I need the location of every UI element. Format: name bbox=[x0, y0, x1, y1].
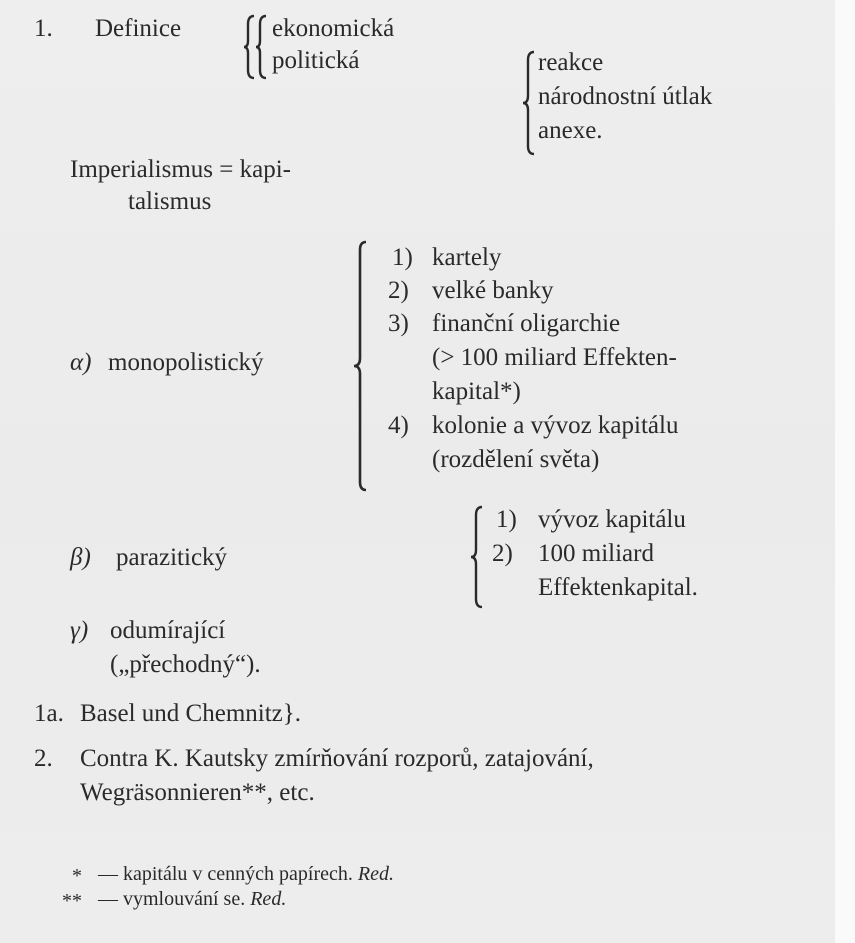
equation-line-2: talismus bbox=[128, 188, 212, 215]
alpha-item-oligarchy-detail-1: (> 100 miliard Effekten- bbox=[432, 344, 677, 371]
alpha-item-num-2: 2) bbox=[388, 277, 409, 304]
brace-beta-icon bbox=[470, 505, 484, 609]
beta-item-effektenkapital: Effektenkapital. bbox=[538, 574, 698, 601]
footnote-1-mark: * bbox=[72, 865, 82, 887]
footnote-2: — vymlouvání se. Red. bbox=[98, 888, 287, 910]
alpha-item-num-3: 3) bbox=[388, 310, 409, 337]
footnote-2-mark: ** bbox=[62, 890, 82, 912]
beta-item-100-billion: 100 miliard bbox=[538, 540, 654, 567]
beta-item-num-1: 1) bbox=[496, 506, 517, 533]
political-item-annexation: anexe. bbox=[538, 117, 603, 144]
beta-item-capital-export: vývoz kapitálu bbox=[538, 506, 686, 533]
brace-political-icon bbox=[522, 50, 536, 156]
footnote-1: — kapitálu v cenných papírech. Red. bbox=[98, 863, 394, 885]
section-1-label: Definice bbox=[95, 15, 182, 42]
alpha-item-oligarchy-detail-2: kapital*) bbox=[432, 378, 521, 405]
double-brace-icon bbox=[244, 14, 272, 80]
section-2-line-2: Wegräsonnieren**, etc. bbox=[80, 779, 315, 806]
political-item-reaction: reakce bbox=[538, 49, 604, 76]
beta-item-num-2: 2) bbox=[492, 540, 513, 567]
section-2-number: 2. bbox=[34, 745, 53, 772]
alpha-item-colonies-detail: (rozdělení světa) bbox=[432, 446, 600, 473]
alpha-item-colonies: kolonie a vývoz kapitálu bbox=[432, 412, 679, 439]
section-1-number: 1. bbox=[34, 15, 53, 42]
beta-marker: β) bbox=[70, 544, 91, 571]
section-1a-brace: }. bbox=[282, 700, 301, 727]
section-1a-number: 1a. bbox=[34, 700, 64, 727]
alpha-label: monopolistický bbox=[108, 349, 264, 376]
definition-political: politická bbox=[272, 47, 360, 74]
gamma-label: odumírající bbox=[110, 617, 226, 644]
brace-alpha-icon bbox=[352, 240, 368, 492]
gamma-marker: γ) bbox=[70, 617, 89, 644]
beta-label: parazitický bbox=[116, 544, 228, 571]
alpha-item-big-banks: velké banky bbox=[432, 277, 554, 304]
alpha-item-cartels: kartely bbox=[432, 244, 502, 271]
page-edge-strip bbox=[835, 0, 855, 943]
section-2-line-1: Contra K. Kautsky zmírňování rozporů, zatajování, bbox=[80, 745, 594, 772]
section-1a-text: Basel und Chemnitz}. bbox=[80, 700, 301, 727]
alpha-item-financial-oligarchy: finanční oligarchie bbox=[432, 310, 621, 337]
alpha-item-num-1: 1) bbox=[392, 244, 413, 271]
alpha-marker: α) bbox=[70, 349, 92, 376]
alpha-item-num-4: 4) bbox=[388, 412, 409, 439]
political-item-national-oppression: národnostní útlak bbox=[538, 83, 713, 110]
gamma-sub: („přechodný“). bbox=[110, 651, 261, 678]
equation-line-1: Imperialismus = kapi- bbox=[70, 156, 291, 183]
definition-economic: ekonomická bbox=[272, 15, 395, 42]
